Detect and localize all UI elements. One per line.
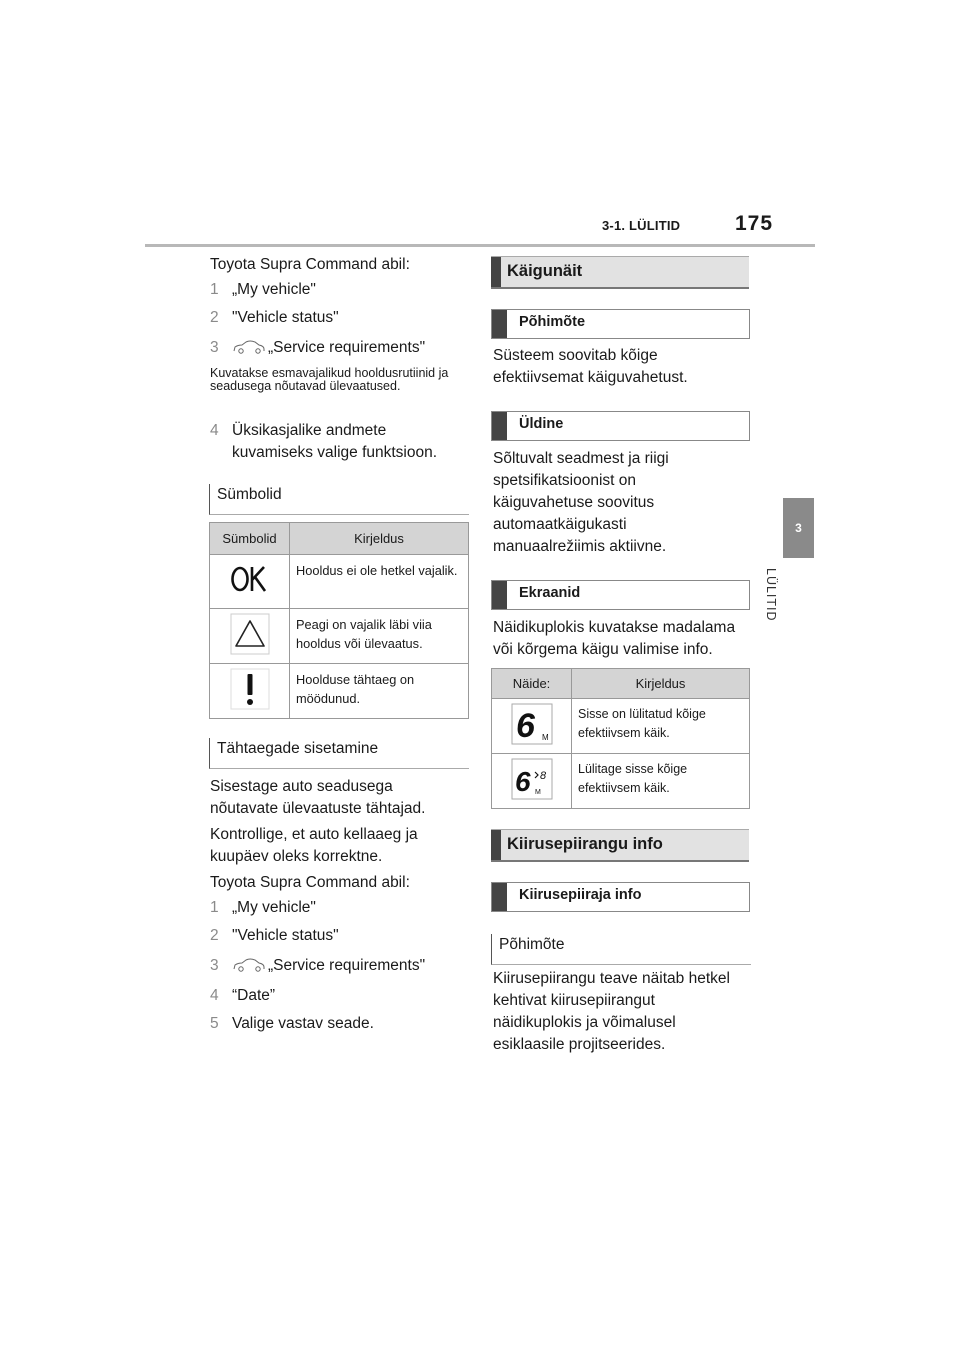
paragraph: Süsteem soovitab kõige efektiivsemat käiguvahetust. xyxy=(493,347,688,386)
column-header: Kirjeldus xyxy=(290,523,469,555)
column-header: Sümbolid xyxy=(210,523,290,555)
table-header-row xyxy=(210,523,469,555)
symbol-cell xyxy=(210,609,290,664)
chapter-tab-number: 3 xyxy=(783,498,814,558)
target-gear: 8 xyxy=(539,769,546,782)
chapter-tab-label-text: LÜLITID xyxy=(764,568,779,622)
symbol-cell xyxy=(210,664,290,719)
deadlines-heading xyxy=(209,738,469,769)
step-text: „Service requirements" xyxy=(268,957,426,974)
gear-digit: 6 xyxy=(514,765,531,797)
symbol-cell xyxy=(210,555,290,609)
step-item xyxy=(210,279,316,301)
step-item xyxy=(210,307,339,329)
step-text: „My vehicle" xyxy=(232,899,316,916)
chapter-tab-label xyxy=(764,568,815,628)
principle-heading xyxy=(491,934,751,965)
step-number: 1 xyxy=(210,899,219,916)
description-cell: Hoolduse tähtaeg on möödunud. xyxy=(290,664,469,719)
section-marker xyxy=(491,830,501,860)
section-marker xyxy=(491,257,501,287)
gear-6m-icon xyxy=(511,703,553,745)
principle-heading-text: Põhimõte xyxy=(499,936,565,953)
subsection-marker xyxy=(492,310,507,338)
gear-mode: M xyxy=(534,788,541,796)
step-text: "Vehicle status" xyxy=(232,927,339,944)
section-title-speed: Kiirusepiirangu info xyxy=(507,835,663,853)
paragraph: Näidikuplokis kuvatakse madalama või kõrgema käigu valimise info. xyxy=(493,619,736,658)
step-number: 2 xyxy=(210,927,219,944)
step-item xyxy=(210,955,425,977)
description-cell: Peagi on vajalik läbi viia hooldus või ülevaatus. xyxy=(290,609,469,664)
step-item xyxy=(210,985,275,1007)
gear-digit: 6 xyxy=(515,706,535,745)
table-row xyxy=(210,555,469,609)
step-text: „Service requirements" xyxy=(268,339,426,356)
step-number: 1 xyxy=(210,281,219,298)
deadlines-heading-text: Tähtaegade sisetamine xyxy=(217,740,379,757)
step-number: 5 xyxy=(210,1015,219,1032)
description-cell: Sisse on lülitatud kõige efektiivsem käik. xyxy=(572,699,750,754)
description-cell: Hooldus ei ole hetkel vajalik. xyxy=(290,555,469,609)
exclamation-icon xyxy=(230,668,270,710)
subsection-displays xyxy=(491,580,750,610)
table-header-row xyxy=(492,669,750,699)
step-number: 4 xyxy=(210,987,219,1004)
step-number: 3 xyxy=(210,957,219,974)
subsection-principle xyxy=(491,309,750,339)
symbols-heading-text: Sümbolid xyxy=(217,486,282,503)
table-row xyxy=(210,609,469,664)
step-text: Üksikasjalike andmete kuvamiseks valige funktsioon. xyxy=(232,422,438,461)
car-icon xyxy=(232,957,266,973)
page-number: 175 xyxy=(735,212,774,235)
subsection-marker xyxy=(492,883,507,911)
paragraph: Sisestage auto seadusega nõutavate ülevaatuste tähtajad. xyxy=(210,778,426,817)
step-text: Valige vastav seade. xyxy=(232,1015,374,1032)
gear-mode: M xyxy=(541,732,549,742)
subsection-marker xyxy=(492,581,507,609)
note-text: Kuvatakse esmavajalikud hooldusrutiinid ja seadusega nõutavad ülevaatused. xyxy=(210,366,449,393)
step-item xyxy=(210,897,316,919)
step-number: 2 xyxy=(210,309,219,326)
intro-text: Toyota Supra Command abil: xyxy=(210,874,410,891)
section-title: 3-1. LÜLITID xyxy=(602,218,681,233)
step-item xyxy=(210,1013,374,1035)
step-text: „My vehicle" xyxy=(232,281,316,298)
step-item xyxy=(210,337,425,359)
subsection-title: Ekraanid xyxy=(519,585,581,601)
step-item xyxy=(210,925,339,947)
symbols-table xyxy=(209,522,469,719)
gear-6-to-8-icon xyxy=(511,758,553,800)
step-text: "Vehicle status" xyxy=(232,309,339,326)
section-header-gear xyxy=(491,256,749,289)
description-cell: Lülitage sisse kõige efektiivsem käik. xyxy=(572,754,750,809)
subsection-title: Kiirusepiiraja info xyxy=(519,887,642,903)
subsection-speed-info xyxy=(491,882,750,912)
step-item xyxy=(210,420,460,464)
subsection-title: Üldine xyxy=(519,416,564,432)
example-cell xyxy=(492,754,572,809)
intro-text: Toyota Supra Command abil: xyxy=(210,256,410,273)
table-row xyxy=(210,664,469,719)
table-row xyxy=(492,754,750,809)
subsection-title: Põhimõte xyxy=(519,314,586,330)
gear-table xyxy=(491,668,750,809)
example-cell xyxy=(492,699,572,754)
subsection-marker xyxy=(492,412,507,440)
header-rule xyxy=(145,244,815,247)
step-number: 4 xyxy=(210,422,219,439)
paragraph: Kontrollige, et auto kellaaeg ja kuupäev oleks korrektne. xyxy=(210,826,418,865)
ok-icon xyxy=(230,564,270,594)
section-title-gear: Käigunäit xyxy=(507,262,583,280)
step-text: “Date” xyxy=(232,987,276,1004)
paragraph: Sõltuvalt seadmest ja riigi spetsifikatsioonist on käiguvahetuse soovitus automaatkäigukasti manuaalrežiimis aktiivne. xyxy=(493,450,669,555)
section-header-speed xyxy=(491,829,749,862)
table-row xyxy=(492,699,750,754)
warning-triangle-icon xyxy=(230,613,270,655)
step-number: 3 xyxy=(210,339,219,356)
paragraph: Kiirusepiirangu teave näitab hetkel kehtivat kiirusepiirangut näidikuplokis ja võimalusel esiklaasile projitseerides. xyxy=(493,970,730,1053)
subsection-general xyxy=(491,411,750,441)
column-header: Kirjeldus xyxy=(572,669,750,699)
column-header: Näide: xyxy=(492,669,572,699)
car-icon xyxy=(232,339,266,355)
symbols-heading xyxy=(209,484,469,515)
